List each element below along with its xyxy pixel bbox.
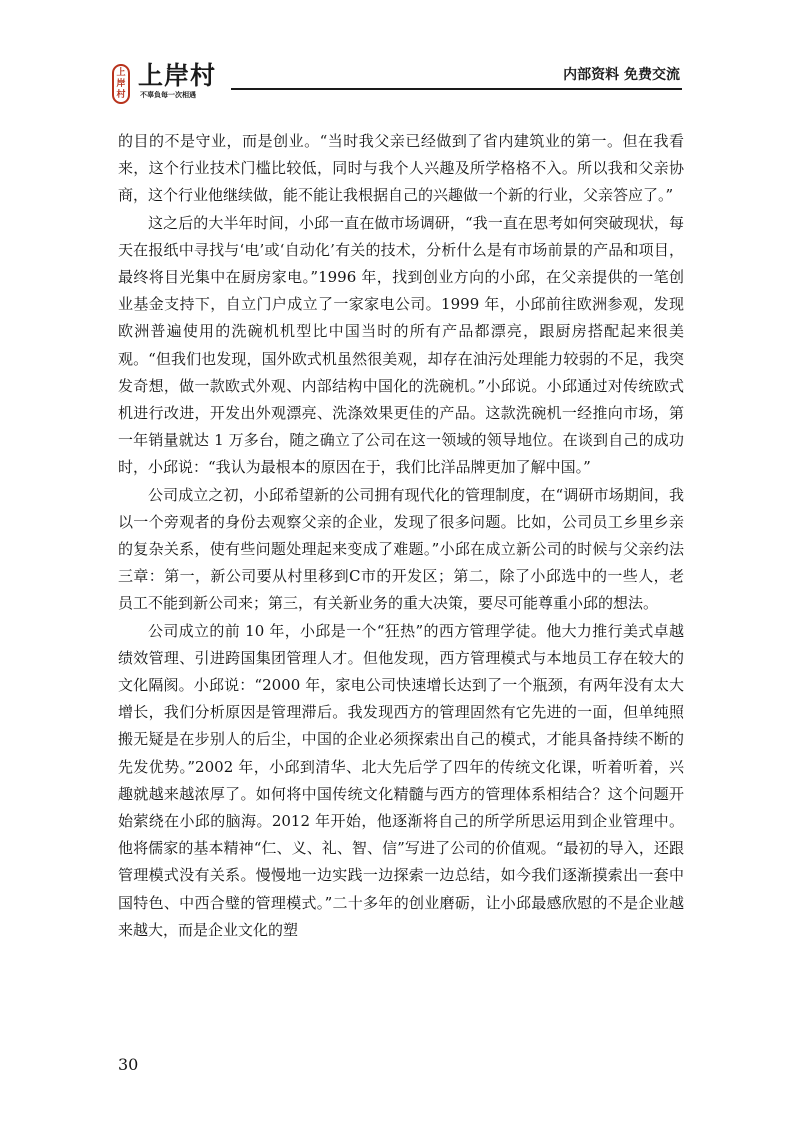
seal-char: 上 bbox=[116, 67, 126, 78]
brand-slogan: 不辜負每一次相遇 bbox=[140, 91, 196, 99]
paragraph: 公司成立的前 10 年，小邱是一个“狂热”的西方管理学徒。他大力推行美式卓越绩效管理、引进跨国集团管理人才。但他发现，西方管理模式与本地员工存在较大的文化隔阂。小邱说：“2000 年，家电公司快速增长达到了一个瓶颈，有两年没有太大增长，我们分析原因是管理滞后。我发现西方的管理固然有它先进的一面，但单纯照搬无疑是在步别人的后尘，中国的企业必须探索出自己的模式，才能具备持续不断的先发优势。”2002 年，小邱到清华、北大先后学了四年的传统文化课，听着听着，兴趣就越来越浓厚了。如何将中国传统文化精髓与西方的管理体系相结合？这个问题开始萦绕在小邱的脑海。2012 年开始，他逐渐将自己的所学所思运用到企业管理中。他将儒家的基本精神“仁、义、礼、智、信”写进了公司的价值观。“最初的导入，还跟管理模式没有关系。慢慢地一边实践一边探索一边总结，如今我们逐渐摸索出一套中国特色、中西合璧的管理模式。”二十多年的创业磨砺，让小邱最感欣慰的不是企业越来越大，而是企业文化的塑 bbox=[118, 621, 684, 939]
body-text bbox=[118, 128, 684, 944]
seal-char: 村 bbox=[116, 89, 126, 100]
header-tag: 内部资料 免费交流 bbox=[563, 67, 680, 83]
paragraph: 公司成立之初，小邱希望新的公司拥有现代化的管理制度，在“调研市场期间，我以一个旁观者的身份去观察父亲的企业，发现了很多问题。比如，公司员工乡里乡亲的复杂关系，使有些问题处理起来变成了难题。”小邱在成立新公司的时候与父亲约法三章：第一，新公司要从村里移到C市的开发区；第二，除了小邱选中的一些人，老员工不能到新公司来；第三，有关新业务的重大决策，要尽可能尊重小邱的想法。 bbox=[118, 485, 684, 613]
page-header bbox=[100, 58, 682, 104]
paragraph: 的目的不是守业，而是创业。“当时我父亲已经做到了省内建筑业的第一。但在我看来，这个行业技术门槛比较低，同时与我个人兴趣及所学格格不入。所以我和父亲协商，这个行业他继续做，能不能让我根据自己的兴趣做一个新的行业，父亲答应了。” bbox=[118, 132, 684, 205]
header-divider bbox=[231, 88, 682, 90]
seal-char: 岸 bbox=[116, 78, 126, 89]
brand-name: 上岸村 bbox=[138, 61, 217, 90]
paragraph: 这之后的大半年时间，小邱一直在做市场调研，“我一直在思考如何突破现状，每天在报纸中寻找与‘电’或‘自动化’有关的技术，分析什么是有市场前景的产品和项目，最终将目光集中在厨房家电。”1996 年，找到创业方向的小邱，在父亲提供的一笔创业基金支持下，自立门户成立了一家家电公司。1999 年，小邱前往欧洲参观，发现欧洲普遍使用的洗碗机机型比中国当时的所有产品都漂亮，跟厨房搭配起来很美观。“但我们也发现，国外欧式机虽然很美观，却存在油污处理能力较弱的不足，我突发奇想，做一款欧式外观、内部结构中国化的洗碗机。”小邱说。小邱通过对传统欧式机进行改进，开发出外观漂亮、洗涤效果更佳的产品。这款洗碗机一经推向市场，第一年销量就达 1 万多台，随之确立了公司在这一领域的领导地位。在谈到自己的成功时，小邱说：“我认为最根本的原因在于，我们比洋品牌更加了解中国。” bbox=[118, 213, 684, 477]
page-number: 30 bbox=[118, 1055, 139, 1074]
brand-seal-logo bbox=[112, 64, 130, 104]
